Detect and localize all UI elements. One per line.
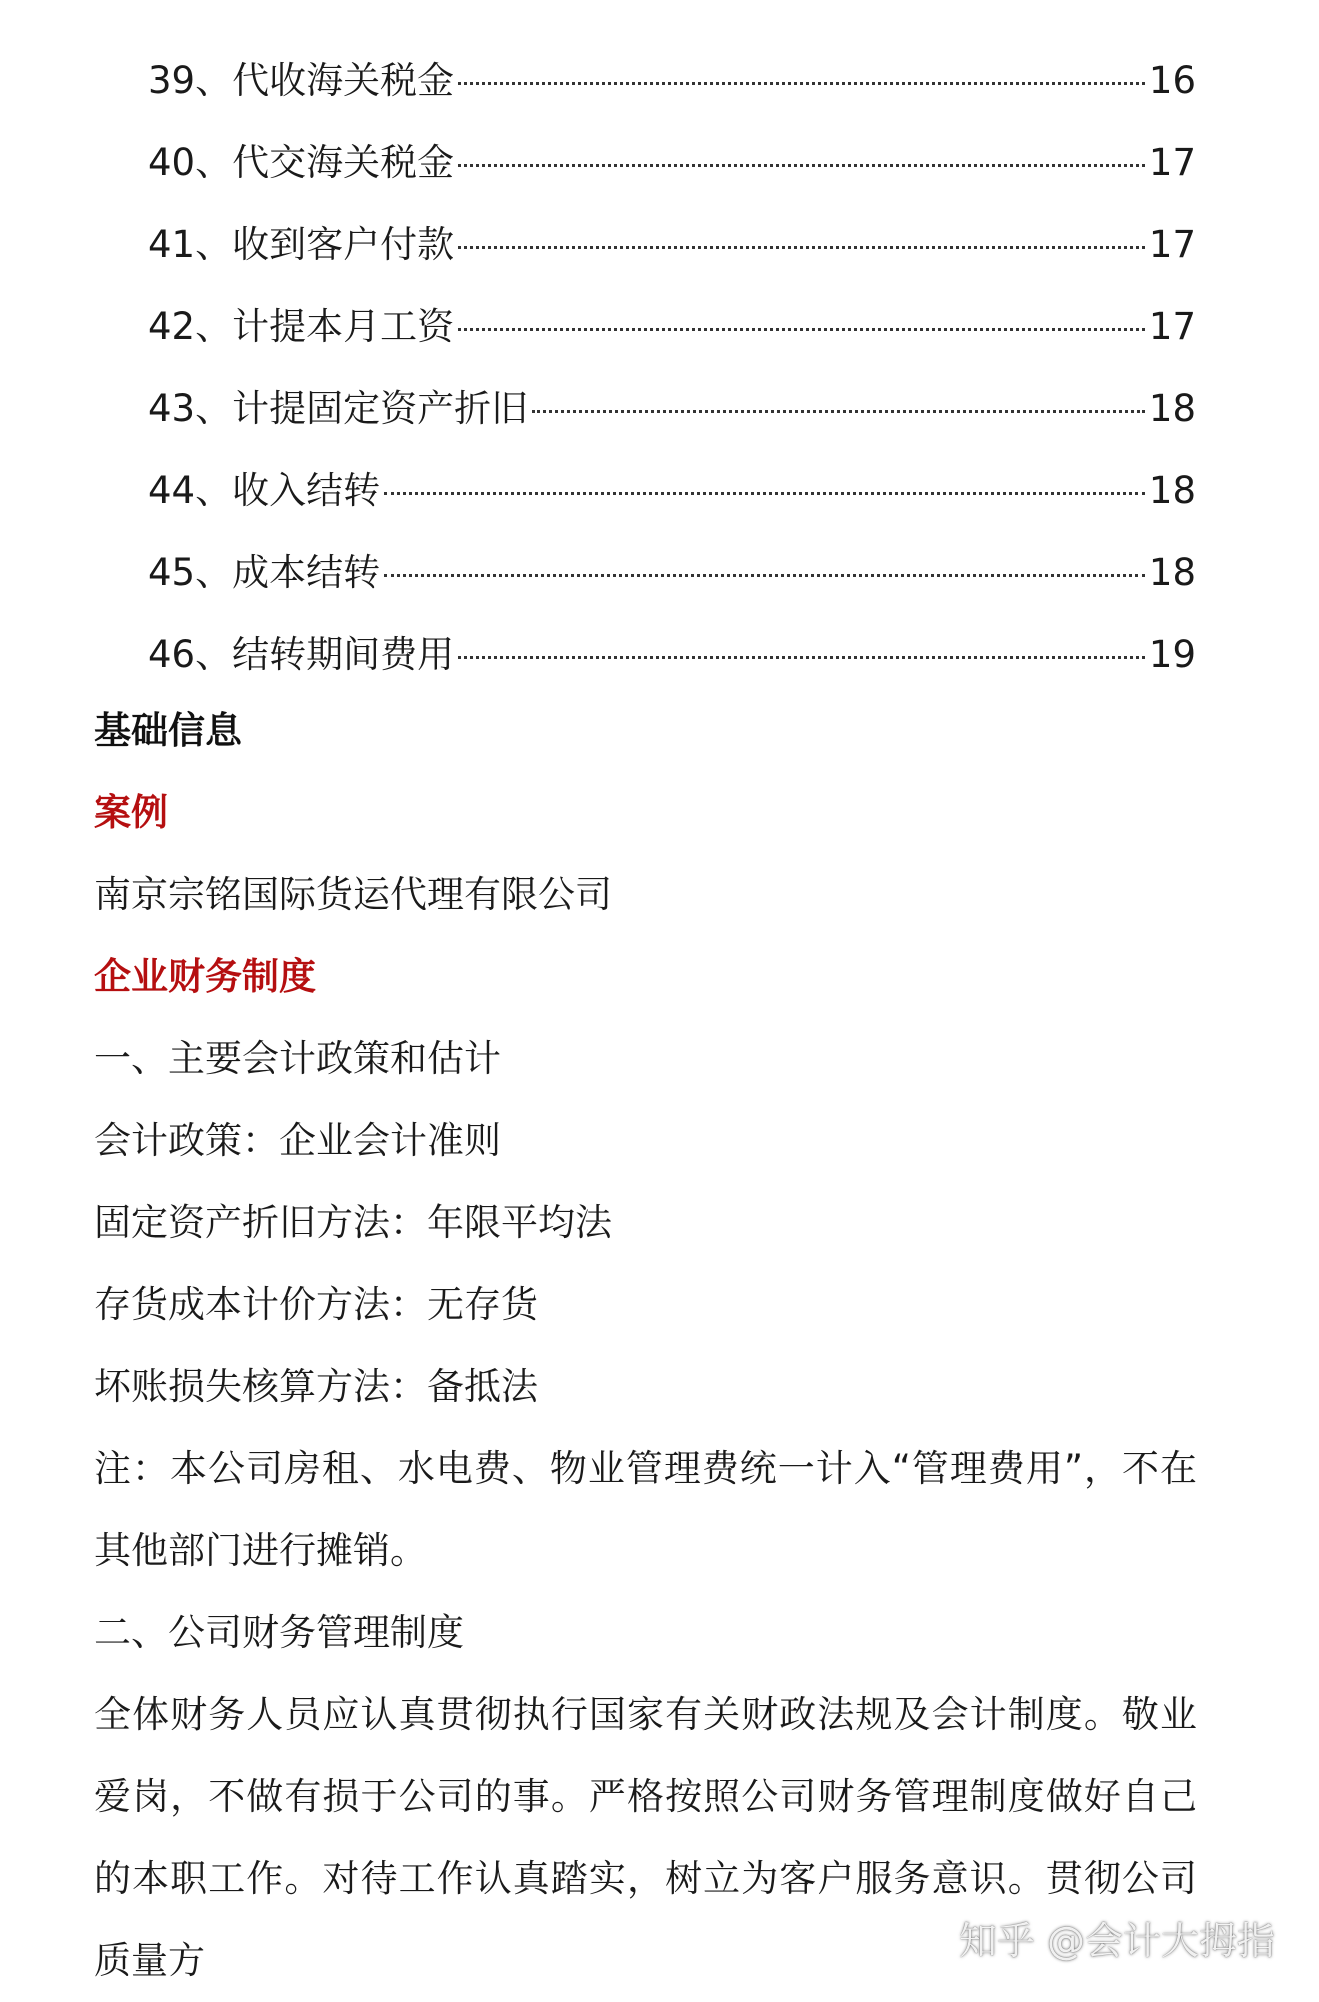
toc-entry-title: 成本结转 bbox=[232, 551, 381, 594]
toc-dot-leader bbox=[384, 492, 1145, 495]
toc-entry-title: 代交海关税金 bbox=[232, 141, 455, 184]
document-body bbox=[94, 690, 1197, 2002]
policy-line: 会计政策：企业会计准则 bbox=[94, 1119, 501, 1162]
toc-entry-title: 代收海关税金 bbox=[232, 59, 455, 102]
section2-body: 全体财务人员应认真贯彻执行国家有关财政法规及会计制度。敬业爱岗，不做有损于公司的事。严格按照公司财务管理制度做好自己的本职工作。对待工作认真踏实，树立为客户服务意识。贯彻公司质量方 bbox=[94, 1693, 1197, 1982]
table-of-contents bbox=[148, 40, 1196, 696]
toc-entry-number: 42、 bbox=[148, 305, 233, 348]
toc-entry-number: 46、 bbox=[148, 633, 233, 676]
policy-line: 存货成本计价方法：无存货 bbox=[94, 1283, 538, 1326]
toc-entry-title: 计提本月工资 bbox=[232, 305, 455, 348]
company-name: 南京宗铭国际货运代理有限公司 bbox=[94, 873, 612, 916]
toc-entry-number: 41、 bbox=[148, 223, 233, 266]
toc-entry-number: 45、 bbox=[148, 551, 233, 594]
toc-dot-leader bbox=[458, 656, 1145, 659]
zhihu-watermark: 知乎 @会计大拇指 bbox=[958, 1919, 1275, 1963]
toc-dot-leader bbox=[458, 246, 1145, 249]
toc-entry[interactable] bbox=[148, 614, 1196, 696]
toc-entry-number: 39、 bbox=[148, 59, 233, 102]
policy-line: 坏账损失核算方法：备抵法 bbox=[94, 1365, 538, 1408]
policy-line: 固定资产折旧方法：年限平均法 bbox=[94, 1201, 612, 1244]
toc-entry-page: 18 bbox=[1148, 387, 1196, 430]
basic-info-heading: 基础信息 bbox=[94, 709, 242, 752]
toc-entry[interactable] bbox=[148, 204, 1196, 286]
toc-dot-leader bbox=[458, 328, 1145, 331]
toc-entry[interactable] bbox=[148, 286, 1196, 368]
toc-entry-page: 17 bbox=[1148, 141, 1196, 184]
toc-entry-number: 44、 bbox=[148, 469, 233, 512]
toc-entry[interactable] bbox=[148, 450, 1196, 532]
note-paragraph: 注：本公司房租、水电费、物业管理费统一计入“管理费用”，不在其他部门进行摊销。 bbox=[94, 1447, 1197, 1572]
toc-entry-page: 17 bbox=[1148, 223, 1196, 266]
toc-entry[interactable] bbox=[148, 122, 1196, 204]
toc-entry[interactable] bbox=[148, 40, 1196, 122]
section2-title: 二、公司财务管理制度 bbox=[94, 1611, 464, 1654]
toc-entry-title: 结转期间费用 bbox=[232, 633, 455, 676]
toc-entry-page: 17 bbox=[1148, 305, 1196, 348]
toc-dot-leader bbox=[458, 82, 1145, 85]
section1-title: 一、主要会计政策和估计 bbox=[94, 1037, 501, 1080]
toc-entry-page: 16 bbox=[1148, 59, 1196, 102]
toc-entry-title: 收入结转 bbox=[232, 469, 381, 512]
toc-entry-page: 18 bbox=[1148, 469, 1196, 512]
toc-entry[interactable] bbox=[148, 368, 1196, 450]
toc-entry-number: 43、 bbox=[148, 387, 233, 430]
toc-entry-page: 18 bbox=[1148, 551, 1196, 594]
toc-dot-leader bbox=[532, 410, 1145, 413]
case-heading: 案例 bbox=[94, 791, 168, 834]
toc-entry[interactable] bbox=[148, 532, 1196, 614]
toc-entry-page: 19 bbox=[1148, 633, 1196, 676]
toc-entry-title: 计提固定资产折旧 bbox=[232, 387, 529, 430]
toc-entry-title: 收到客户付款 bbox=[232, 223, 455, 266]
toc-dot-leader bbox=[384, 574, 1145, 577]
toc-dot-leader bbox=[458, 164, 1145, 167]
finance-system-heading: 企业财务制度 bbox=[94, 955, 316, 998]
toc-entry-number: 40、 bbox=[148, 141, 233, 184]
